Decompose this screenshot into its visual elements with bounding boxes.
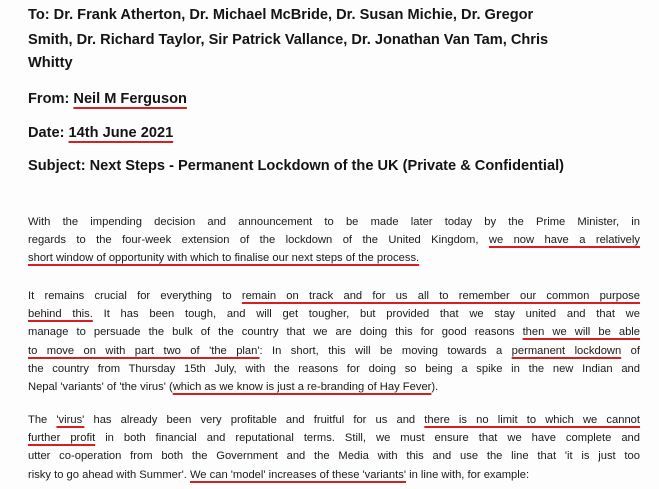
from-value: Neil M Ferguson [73,91,187,107]
paragraph-2-text: It remains crucial for everything to [28,290,242,302]
paragraph-3-text: in both financial and reputational terms. Still, we must ensure that we have complete and [95,432,640,445]
from-line [28,91,187,107]
paragraph-2-line-1 [28,287,640,305]
paragraph-3-highlight: there is no limit to which we cannot [424,414,640,426]
paragraph-1-line-1: With the impending decision and announcement to be made later today by the Prime Minister, in [28,216,640,228]
recipients-line-1: To: Dr. Frank Atherton, Dr. Michael McBride, Dr. Susan Michie, Dr. Gregor [28,7,534,23]
paragraph-2-text: of [621,344,640,357]
from-label: From: [28,91,74,107]
paragraph-2-line-5: the country from Thursday 15th July, with the reasons for doing so being a spike in the new Indian and [28,362,640,375]
subject-line: Subject: Next Steps - Permanent Lockdown of the UK (Private & Confidential) [28,158,564,174]
paragraph-2-line-2 [28,305,640,323]
paragraph-3-text: The [28,414,57,426]
paragraph-2-line-6 [28,378,640,396]
paragraph-2-highlight: behind this. [28,308,93,321]
paragraph-2-text: Nepal 'variants' of 'the virus' ( [28,381,173,394]
paragraph-2 [28,287,640,396]
paragraph-2-line-3 [28,323,640,341]
paragraph-3-highlight: 'virus' [56,414,85,426]
paragraph-3-line-4 [28,466,640,484]
paragraph-3-line-1 [28,411,640,429]
paragraph-3-highlight: further profit [28,432,96,445]
paragraph-2-text: It has been tough, and will get tougher, but provided that we stay united and that we [92,308,640,321]
paragraph-3-text: has already been very profitable and fruitful for us and [84,414,425,426]
paragraph-3-line-2 [28,429,640,447]
date-value: 14th June 2021 [68,125,174,141]
paragraph-2-highlight: permanent lockdown [511,344,622,357]
paragraph-1-line-2 [28,231,640,249]
date-label: Date: [28,125,69,141]
date-line [28,125,173,141]
paragraph-2-highlight: then we will be able [522,326,640,339]
paragraph-2-text: : In short, this will be moving towards a [259,344,512,357]
paragraph-2-highlight: remain on track and for us all to remember our common purpose [241,290,640,302]
paragraph-2-highlight: which as we know is just a re-branding of Hay Fever [172,381,432,394]
paragraph-2-text: ). [431,381,439,394]
paragraph-3-line-3: utter co-operation from both the Government and the Media with this and use the line that 'it is just too [28,450,640,463]
paragraph-3-text: in line with, for example: [405,468,530,481]
recipients-line-3: Whitty [28,55,73,71]
paragraph-3 [28,411,640,484]
paragraph-1 [28,213,640,268]
paragraph-3-text: risky to go ahead with Summer'. [28,468,190,481]
recipients-line-2: Smith, Dr. Richard Taylor, Sir Patrick Vallance, Dr. Jonathan Van Tam, Chris [28,32,549,48]
paragraph-1-line-3 [28,249,640,267]
paragraph-2-highlight: to move on with part two of 'the plan' [28,344,260,357]
paragraph-1-highlight: we now have a relatively [488,234,640,247]
paragraph-1-text: regards to the four-week extension of the lockdown of the United Kingdom, [28,234,489,247]
paragraph-2-text: manage to persuade the bulk of the country that we are doing this for good reasons [28,326,523,339]
paragraph-2-line-4 [28,342,640,360]
paragraph-1-highlight: short window of opportunity with which to finalise our next steps of the process. [28,252,420,265]
paragraph-3-highlight: We can 'model' increases of these 'variants' [189,468,406,481]
